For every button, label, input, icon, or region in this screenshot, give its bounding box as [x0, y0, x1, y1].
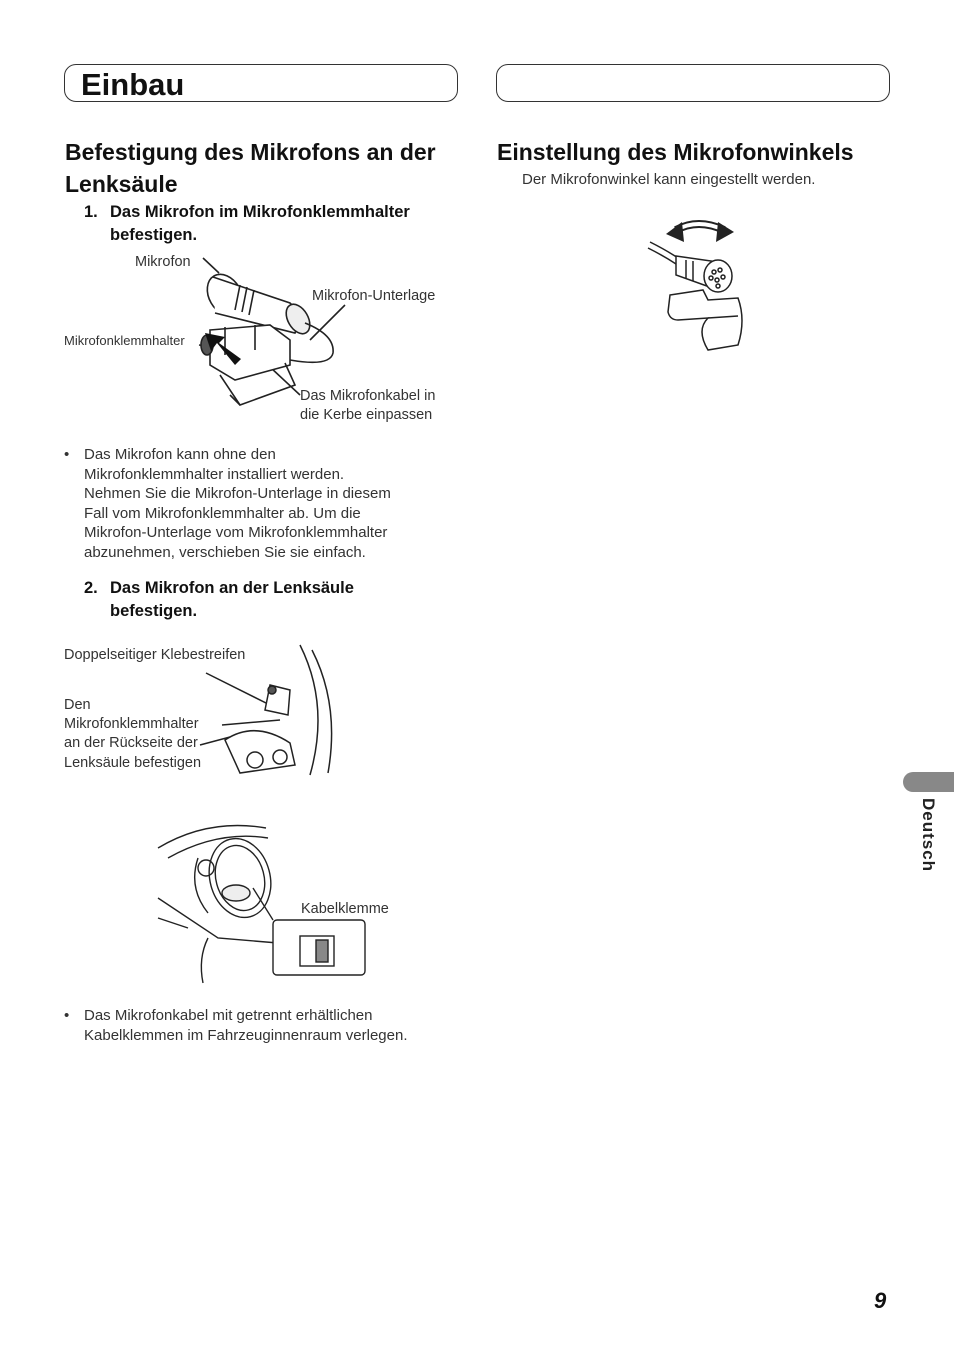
- bullet-2: •: [64, 1007, 70, 1024]
- angle-description: Der Mikrofonwinkel kann eingestellt werden.: [522, 171, 816, 188]
- bullet-1: •: [64, 446, 70, 463]
- empty-title-box: [496, 64, 890, 102]
- note1-line2: Mikrofonklemmhalter installiert werden.: [84, 465, 345, 483]
- language-tab-label: Deutsch: [919, 798, 938, 873]
- page-number: 9: [874, 1288, 887, 1313]
- note1-line3: Nehmen Sie die Mikrofon-Unterlage in diesem: [84, 485, 391, 502]
- note2-line2: Kabelklemmen im Fahrzeuginnenraum verlegen.: [84, 1026, 408, 1044]
- label-den-line4: Lenksäule befestigen: [64, 755, 202, 771]
- label-kabelklemme: Kabelklemme: [301, 901, 389, 917]
- heading-microphone-angle: Einstellung des Mikrofonwinkels: [497, 139, 854, 165]
- step-2-number: 2.: [84, 579, 98, 597]
- note-without-clip: [64, 445, 454, 562]
- step-1: [84, 201, 444, 247]
- heading-mount-microphone: Befestigung des Mikrofons an der Lenksäule: [65, 139, 436, 197]
- label-mikrofon-unterlage: Mikrofon-Unterlage: [312, 288, 436, 304]
- label-klebestreifen: Doppelseitiger Klebestreifen: [64, 647, 246, 663]
- label-den-line2: Mikrofonklemmhalter: [64, 716, 199, 732]
- note1-line4: Fall vom Mikrofonklemmhalter ab. Um die: [84, 504, 361, 522]
- label-mikrofonklemmhalter: Mikrofonklemmhalter: [64, 333, 185, 348]
- step-2: [84, 577, 424, 623]
- note1-line1: Das Mikrofon kann ohne den: [84, 446, 276, 463]
- label-den-line3: an der Rückseite der: [64, 735, 198, 751]
- microphone-angle-illustration: [648, 220, 744, 354]
- section-title: Einbau: [81, 67, 185, 102]
- note1-line6: abzunehmen, verschieben Sie sie einfach.: [84, 543, 366, 561]
- dashboard-cable-clamp-illustration: [158, 818, 368, 983]
- steering-column-illustration: [200, 645, 330, 775]
- note-cable-routing: [64, 1006, 454, 1045]
- note2-line1: Das Mikrofonkabel mit getrennt erhältlichen: [84, 1007, 373, 1024]
- label-kabel-line1: Das Mikrofonkabel in: [300, 388, 436, 404]
- step-2-text: Das Mikrofon an der Lenksäule befestigen.: [110, 579, 354, 620]
- microphone-clip-illustration: [195, 255, 345, 415]
- label-mikrofon: Mikrofon: [135, 254, 191, 270]
- note1-line5: Mikrofon-Unterlage vom Mikrofonklemmhalter: [84, 524, 388, 541]
- language-tab: [903, 772, 954, 792]
- step-1-number: 1.: [84, 203, 98, 221]
- label-kabel-line2: die Kerbe einpassen: [300, 407, 433, 423]
- label-den-line1: Den: [64, 697, 91, 713]
- step-1-text: Das Mikrofon im Mikrofonklemmhalter befestigen.: [110, 203, 410, 244]
- section-title-box: [64, 64, 458, 102]
